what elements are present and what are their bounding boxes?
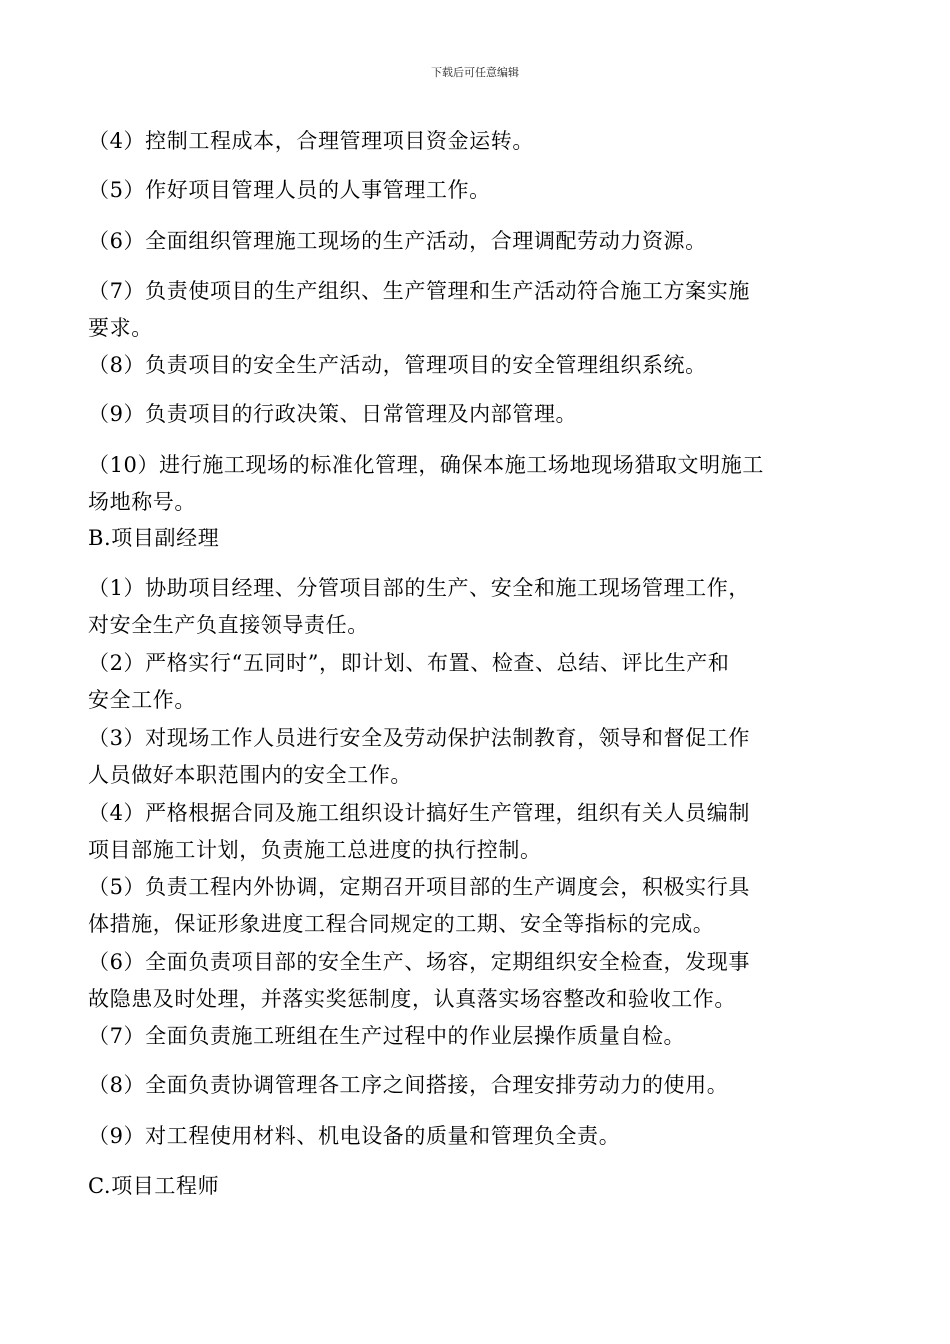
duty-line: 体措施，保证形象进度工程合同规定的工期、安全等指标的完成。 (88, 912, 715, 936)
duty-item-b7 (88, 1018, 848, 1055)
duty-line: 场地称号。 (88, 490, 196, 514)
duty-line: 人员做好本职范围内的安全工作。 (88, 763, 412, 787)
duty-item-b9 (88, 1118, 848, 1155)
duty-line: （5）负责工程内外协调，定期召开项目部的生产调度会，积极实行具 (88, 875, 750, 899)
duty-item-b5 (88, 869, 848, 943)
duty-item-a5 (88, 172, 848, 209)
duty-line: 对安全生产负直接领导责任。 (88, 613, 369, 637)
duty-line: （7）全面负责施工班组在生产过程中的作业层操作质量自检。 (88, 1024, 686, 1048)
duty-line: （4）控制工程成本，合理管理项目资金运转。 (88, 129, 534, 153)
duty-line: （8）全面负责协调管理各工序之间搭接，合理安排劳动力的使用。 (88, 1073, 729, 1097)
duty-line: （6）全面负责项目部的安全生产、场容，定期组织安全检查，发现事 (88, 950, 750, 974)
duty-line: 故隐患及时处理，并落实奖惩制度，认真落实场容整改和验收工作。 (88, 987, 736, 1011)
duty-line: 安全工作。 (88, 688, 196, 712)
duty-line: （9）对工程使用材料、机电设备的质量和管理负全责。 (88, 1124, 621, 1148)
duty-line: （10）进行施工现场的标准化管理，确保本施工场地现场猎取文明施工 (88, 453, 764, 477)
duty-line: 项目部施工计划，负责施工总进度的执行控制。 (88, 838, 542, 862)
duty-line: （9）负责项目的行政决策、日常管理及内部管理。 (88, 402, 578, 426)
duty-line: （1）协助项目经理、分管项目部的生产、安全和施工现场管理工作， (88, 576, 750, 600)
duty-item-a9 (88, 396, 848, 433)
duty-item-a4 (88, 123, 848, 160)
duty-line: （7）负责使项目的生产组织、生产管理和生产活动符合施工方案实施 (88, 279, 750, 303)
duty-line: （5）作好项目管理人员的人事管理工作。 (88, 178, 491, 202)
duty-line: （6）全面组织管理施工现场的生产活动，合理调配劳动力资源。 (88, 229, 707, 253)
section-heading-b: B.项目副经理 (88, 526, 220, 550)
section-heading-c: C.项目工程师 (88, 1174, 220, 1198)
duty-line: 要求。 (88, 316, 153, 340)
header-note: 下载后可任意编辑 (431, 66, 519, 79)
duty-item-a6 (88, 223, 848, 260)
duty-item-a10 (88, 447, 848, 521)
duty-line: （4）严格根据合同及施工组织设计搞好生产管理，组织有关人员编制 (88, 801, 750, 825)
duty-item-b4 (88, 795, 848, 869)
duty-item-b2 (88, 645, 848, 719)
duty-line: （8）负责项目的安全生产活动，管理项目的安全管理组织系统。 (88, 353, 707, 377)
duty-item-a8 (88, 347, 848, 384)
duty-line: （2）严格实行“五同时”，即计划、布置、检查、总结、评比生产和 (88, 651, 730, 675)
duty-item-a7 (88, 273, 848, 347)
duty-item-b1 (88, 570, 848, 644)
duty-line: （3）对现场工作人员进行安全及劳动保护法制教育，领导和督促工作 (88, 726, 750, 750)
duty-item-b8 (88, 1067, 848, 1104)
duty-item-b3 (88, 720, 848, 794)
duty-item-b6 (88, 944, 848, 1018)
